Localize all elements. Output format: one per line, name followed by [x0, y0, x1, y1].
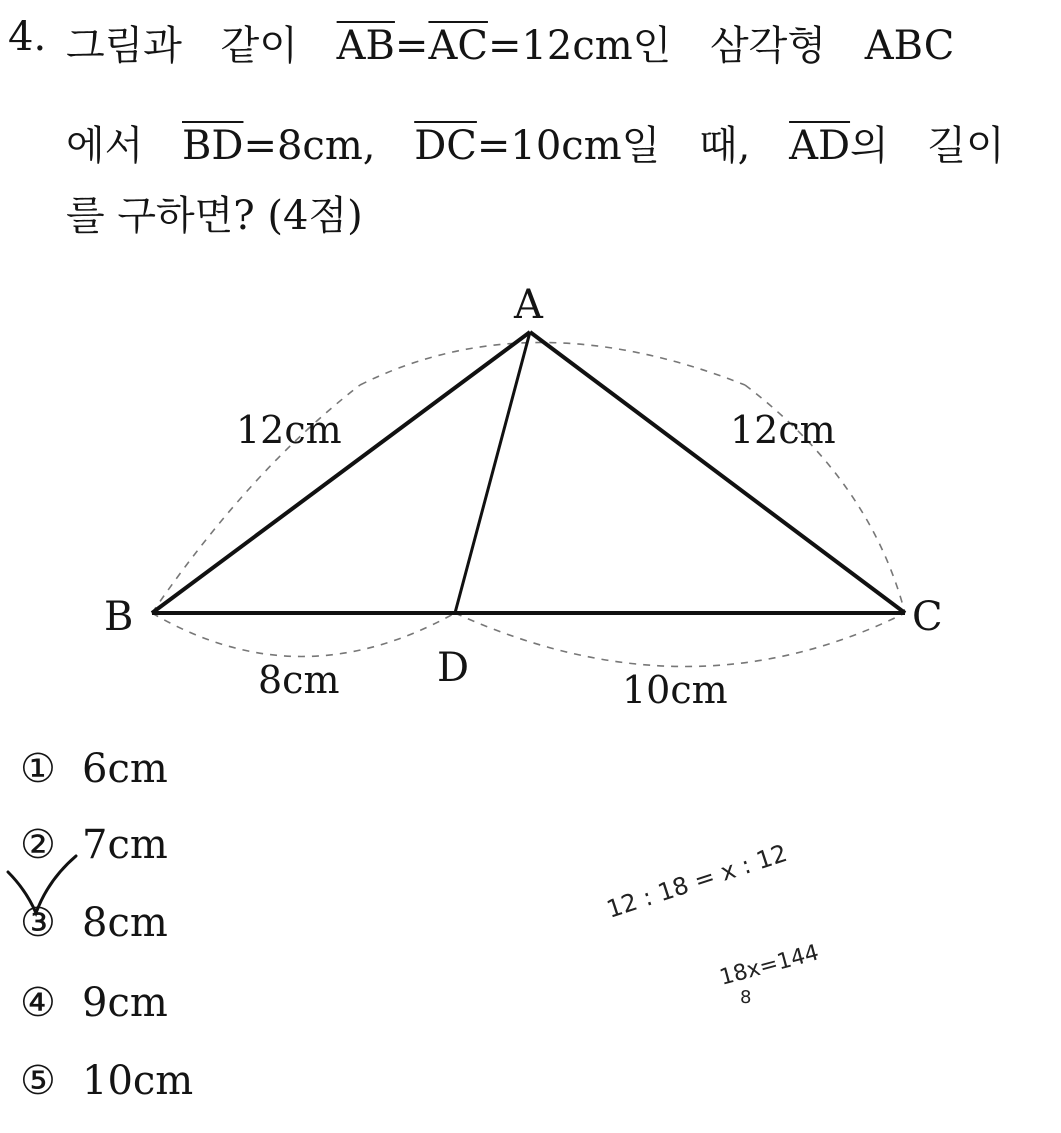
choice-1[interactable] [20, 746, 168, 792]
segment-ac: $\overline{AC}$ [428, 23, 488, 69]
question-text: 에서 [66, 123, 144, 169]
choice-3[interactable] [20, 900, 168, 946]
choice-marker: ① [20, 746, 56, 792]
question-line-1 [0, 14, 1061, 71]
question-text: = [394, 23, 429, 69]
label-ac: 12cm [730, 408, 836, 452]
vertex-a: A [514, 282, 543, 328]
choice-text: 7cm [82, 822, 168, 868]
dashed-arc-dc [455, 613, 905, 667]
segment-bd: $\overline{BD}$ [182, 123, 244, 169]
question-line-2 [66, 114, 1061, 171]
side-ab [152, 332, 530, 613]
question-text: 때, [699, 123, 751, 169]
label-dc: 10cm [622, 668, 728, 710]
question-text: ABC [864, 23, 955, 69]
segment-ad: $\overline{AD}$ [789, 123, 851, 169]
handwritten-equation: 18x=144 [717, 940, 822, 991]
segment-ab: $\overline{AB}$ [336, 23, 395, 69]
vertex-d: D [437, 645, 470, 691]
choice-text: 10cm [82, 1058, 194, 1104]
choice-5[interactable] [20, 1058, 193, 1104]
triangle-figure [0, 270, 1061, 710]
segment-ad-line [455, 332, 530, 613]
handwritten-answer: 8 [740, 987, 752, 1008]
handwritten-ratio: 12 : 18 = x : 12 [603, 839, 791, 924]
question-number: 4. [8, 14, 47, 60]
choice-marker: ⑤ [20, 1058, 56, 1104]
question-line-3: 를 구하면? (4점) [66, 193, 363, 239]
dashed-arc-bd [152, 613, 455, 657]
question-text: 길이 [927, 123, 1005, 169]
choice-text: 6cm [82, 746, 168, 792]
label-ab: 12cm [236, 408, 342, 452]
choice-marker: ② [20, 822, 56, 868]
choice-4[interactable] [20, 980, 168, 1026]
vertex-c: C [912, 594, 943, 640]
question-text: 그림과 [66, 23, 182, 69]
label-bd: 8cm [258, 658, 340, 702]
choice-2[interactable] [20, 822, 168, 868]
choice-text: 9cm [82, 980, 168, 1026]
question-text: 의 [850, 123, 889, 169]
choice-marker: ④ [20, 980, 56, 1026]
question-text: 삼각형 [710, 23, 826, 69]
question-text: =8cm, [243, 123, 376, 169]
segment-dc: $\overline{DC}$ [414, 123, 477, 169]
question-text: =12cm인 [487, 23, 672, 69]
question-text: 같이 [220, 23, 298, 69]
vertex-b: B [104, 594, 134, 640]
choice-text: 8cm [82, 900, 168, 946]
question-text: =10cm일 [476, 123, 661, 169]
choice-marker: ③ [20, 900, 56, 946]
